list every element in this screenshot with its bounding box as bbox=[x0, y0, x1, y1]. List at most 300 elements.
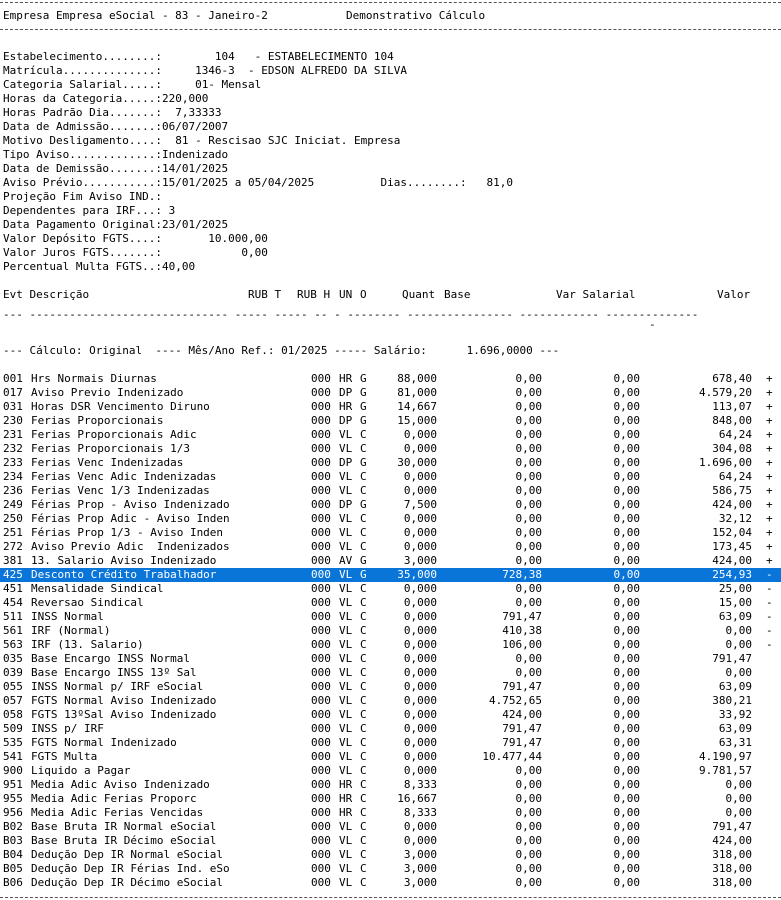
var-salarial: 0,00 bbox=[613, 568, 640, 581]
evt-code: 511 bbox=[3, 610, 23, 623]
var-salarial: 0,00 bbox=[613, 582, 640, 595]
event-description: Base Encargo INSS Normal bbox=[31, 652, 190, 665]
unit: HR bbox=[339, 372, 353, 385]
evt-code: 381 bbox=[3, 554, 23, 567]
event-description: Liquido a Pagar bbox=[31, 764, 131, 777]
table-row[interactable] bbox=[0, 456, 781, 470]
table-row[interactable] bbox=[0, 694, 781, 708]
row-value: 33,92 bbox=[718, 708, 752, 721]
origin: C bbox=[360, 834, 367, 847]
event-description: Media Adic Ferias Proporc bbox=[31, 792, 197, 805]
origin: C bbox=[360, 470, 367, 483]
event-description: Mensalidade Sindical bbox=[31, 582, 164, 595]
base-value: 0,00 bbox=[515, 582, 542, 595]
var-salarial: 0,00 bbox=[613, 484, 640, 497]
rub-code: 000 bbox=[311, 652, 331, 665]
info-value: 10.000,00 bbox=[161, 232, 268, 245]
table-row[interactable] bbox=[0, 540, 781, 554]
rub-code: 000 bbox=[311, 806, 331, 819]
column-header-rub-t: RUB T bbox=[248, 288, 282, 301]
row-value: 0,00 bbox=[725, 792, 752, 805]
base-value: 0,00 bbox=[515, 792, 542, 805]
base-value: 10.477,44 bbox=[482, 750, 542, 763]
column-header-un: UN bbox=[339, 288, 353, 301]
info-row bbox=[3, 120, 228, 134]
var-salarial: 0,00 bbox=[613, 652, 640, 665]
quantity: 0,000 bbox=[403, 512, 437, 525]
row-value: 0,00 bbox=[725, 666, 752, 679]
quantity: 0,000 bbox=[403, 680, 437, 693]
evt-code: 230 bbox=[3, 414, 23, 427]
column-header-o: O bbox=[360, 288, 367, 301]
quantity: 0,000 bbox=[403, 610, 437, 623]
table-row[interactable] bbox=[0, 526, 781, 540]
row-value: 113,07 bbox=[712, 400, 752, 413]
origin: C bbox=[360, 876, 367, 889]
info-row bbox=[3, 260, 195, 274]
header-rule bbox=[0, 29, 781, 30]
table-row[interactable] bbox=[0, 400, 781, 414]
unit: VL bbox=[339, 680, 353, 693]
var-salarial: 0,00 bbox=[613, 414, 640, 427]
base-value: 0,00 bbox=[515, 386, 542, 399]
quantity: 0,000 bbox=[403, 596, 437, 609]
row-value: 173,45 bbox=[712, 540, 752, 553]
rub-code: 000 bbox=[311, 820, 331, 833]
evt-code: 039 bbox=[3, 666, 23, 679]
table-row[interactable] bbox=[0, 792, 781, 806]
quantity: 0,000 bbox=[403, 722, 437, 735]
table-row[interactable] bbox=[0, 610, 781, 624]
base-value: 0,00 bbox=[515, 806, 542, 819]
table-row[interactable] bbox=[0, 442, 781, 456]
info-value: 14/01/2025 bbox=[161, 162, 229, 175]
event-description: Reversao Sindical bbox=[31, 596, 144, 609]
event-description: INSS p/ IRF bbox=[31, 722, 104, 735]
event-description: Media Adic Aviso Indenizado bbox=[31, 778, 210, 791]
quantity: 0,000 bbox=[403, 764, 437, 777]
row-value: 63,09 bbox=[718, 722, 752, 735]
row-value: 586,75 bbox=[712, 484, 752, 497]
unit: HR bbox=[339, 792, 353, 805]
event-description: IRF (13. Salario) bbox=[31, 638, 144, 651]
unit: VL bbox=[339, 666, 353, 679]
info-row bbox=[3, 246, 268, 260]
event-description: INSS Normal bbox=[31, 610, 104, 623]
var-salarial: 0,00 bbox=[613, 750, 640, 763]
rub-code: 000 bbox=[311, 778, 331, 791]
unit: HR bbox=[339, 400, 353, 413]
origin: C bbox=[360, 442, 367, 455]
origin: C bbox=[360, 512, 367, 525]
table-row[interactable] bbox=[0, 372, 781, 386]
event-description: FGTS Multa bbox=[31, 750, 98, 763]
info-value: 15/01/2025 a 05/04/2025 Dias........: 81,0 bbox=[161, 176, 513, 189]
base-value: 0,00 bbox=[515, 596, 542, 609]
bottom-rule bbox=[0, 897, 781, 898]
base-value: 0,00 bbox=[515, 778, 542, 791]
event-description: INSS Normal p/ IRF eSocial bbox=[31, 680, 204, 693]
unit: VL bbox=[339, 652, 353, 665]
rub-code: 000 bbox=[311, 582, 331, 595]
origin: C bbox=[360, 736, 367, 749]
origin: C bbox=[360, 428, 367, 441]
info-value: 23/01/2025 bbox=[161, 218, 229, 231]
column-header-base: Base bbox=[444, 288, 471, 301]
unit: VL bbox=[339, 834, 353, 847]
row-value: 15,00 bbox=[718, 596, 752, 609]
table-row[interactable] bbox=[0, 428, 781, 442]
base-value: 106,00 bbox=[502, 638, 542, 651]
info-row bbox=[3, 78, 261, 92]
base-value: 0,00 bbox=[515, 834, 542, 847]
base-value: 791,47 bbox=[502, 680, 542, 693]
evt-code: 425 bbox=[3, 568, 23, 581]
table-row[interactable] bbox=[0, 666, 781, 680]
rub-code: 000 bbox=[311, 848, 331, 861]
rub-code: 000 bbox=[311, 554, 331, 567]
event-description: FGTS 13ºSal Aviso Indenizado bbox=[31, 708, 217, 721]
info-value: 06/07/2007 bbox=[161, 120, 229, 133]
info-label: Categoria Salarial.....: bbox=[3, 78, 162, 91]
info-row bbox=[3, 176, 513, 190]
evt-code: 451 bbox=[3, 582, 23, 595]
var-salarial: 0,00 bbox=[613, 876, 640, 889]
info-label: Horas da Categoria.....: bbox=[3, 92, 162, 105]
evt-code: 236 bbox=[3, 484, 23, 497]
var-salarial: 0,00 bbox=[613, 526, 640, 539]
base-value: 0,00 bbox=[515, 848, 542, 861]
origin: C bbox=[360, 610, 367, 623]
rub-code: 000 bbox=[311, 442, 331, 455]
row-value: 0,00 bbox=[725, 806, 752, 819]
evt-code: 900 bbox=[3, 764, 23, 777]
origin: C bbox=[360, 596, 367, 609]
quantity: 0,000 bbox=[403, 624, 437, 637]
origin: G bbox=[360, 414, 367, 427]
origin: C bbox=[360, 792, 367, 805]
info-label: Data de Demissão.......: bbox=[3, 162, 162, 175]
column-header-rub-h: RUB H bbox=[297, 288, 331, 301]
rub-code: 000 bbox=[311, 512, 331, 525]
var-salarial: 0,00 bbox=[613, 428, 640, 441]
sign: + bbox=[766, 414, 773, 427]
event-description: Ferias Proporcionais bbox=[31, 414, 164, 427]
table-row[interactable] bbox=[0, 764, 781, 778]
var-salarial: 0,00 bbox=[613, 554, 640, 567]
info-value: 0,00 bbox=[161, 246, 268, 259]
base-value: 0,00 bbox=[515, 414, 542, 427]
table-row[interactable] bbox=[0, 484, 781, 498]
table-row[interactable] bbox=[0, 862, 781, 876]
table-row[interactable] bbox=[0, 652, 781, 666]
info-label: Data de Admissão.......: bbox=[3, 120, 162, 133]
rub-code: 000 bbox=[311, 428, 331, 441]
unit: DP bbox=[339, 456, 353, 469]
base-value: 0,00 bbox=[515, 484, 542, 497]
base-value: 0,00 bbox=[515, 764, 542, 777]
origin: C bbox=[360, 806, 367, 819]
rub-code: 000 bbox=[311, 750, 331, 763]
rub-code: 000 bbox=[311, 456, 331, 469]
origin: G bbox=[360, 400, 367, 413]
row-value: 32,12 bbox=[718, 512, 752, 525]
row-value: 318,00 bbox=[712, 848, 752, 861]
event-description: FGTS Normal Indenizado bbox=[31, 736, 177, 749]
table-row[interactable] bbox=[0, 554, 781, 568]
var-salarial: 0,00 bbox=[613, 680, 640, 693]
event-description: Ferias Proporcionais Adic bbox=[31, 428, 197, 441]
rub-code: 000 bbox=[311, 834, 331, 847]
quantity: 0,000 bbox=[403, 582, 437, 595]
sign: - bbox=[766, 638, 773, 651]
row-value: 25,00 bbox=[718, 582, 752, 595]
info-row bbox=[3, 204, 175, 218]
unit: HR bbox=[339, 806, 353, 819]
top-rule bbox=[0, 2, 781, 3]
table-row[interactable] bbox=[0, 820, 781, 834]
var-salarial: 0,00 bbox=[613, 624, 640, 637]
row-value: 63,09 bbox=[718, 610, 752, 623]
evt-code: B05 bbox=[3, 862, 23, 875]
sign: + bbox=[766, 386, 773, 399]
origin: G bbox=[360, 498, 367, 511]
base-value: 0,00 bbox=[515, 554, 542, 567]
base-value: 0,00 bbox=[515, 666, 542, 679]
table-row[interactable] bbox=[0, 624, 781, 638]
unit: HR bbox=[339, 778, 353, 791]
quantity: 8,333 bbox=[403, 778, 437, 791]
quantity: 3,000 bbox=[403, 862, 437, 875]
base-value: 0,00 bbox=[515, 540, 542, 553]
origin: C bbox=[360, 540, 367, 553]
table-row[interactable] bbox=[0, 736, 781, 750]
table-row[interactable] bbox=[0, 680, 781, 694]
table-row-selected[interactable] bbox=[0, 568, 781, 582]
row-value: 4.579,20 bbox=[699, 386, 752, 399]
base-value: 0,00 bbox=[515, 876, 542, 889]
row-value: 848,00 bbox=[712, 414, 752, 427]
column-header-var-salarial: Var Salarial bbox=[556, 288, 636, 301]
column-header-quant: Quant bbox=[402, 288, 436, 301]
base-value: 0,00 bbox=[515, 512, 542, 525]
rub-code: 000 bbox=[311, 736, 331, 749]
var-salarial: 0,00 bbox=[613, 792, 640, 805]
row-value: 318,00 bbox=[712, 862, 752, 875]
info-row bbox=[3, 162, 228, 176]
rub-code: 000 bbox=[311, 568, 331, 581]
event-description: Férias Prop 1/3 - Aviso Inden bbox=[31, 526, 224, 539]
info-value: 3 bbox=[161, 204, 176, 217]
info-label: Percentual Multa FGTS..: bbox=[3, 260, 162, 273]
origin: C bbox=[360, 820, 367, 833]
var-salarial: 0,00 bbox=[613, 736, 640, 749]
origin: C bbox=[360, 652, 367, 665]
base-value: 4.752,65 bbox=[489, 694, 542, 707]
base-value: 0,00 bbox=[515, 470, 542, 483]
info-label: Matrícula..............: bbox=[3, 64, 162, 77]
sign: - bbox=[766, 610, 773, 623]
rub-code: 000 bbox=[311, 666, 331, 679]
table-row[interactable] bbox=[0, 778, 781, 792]
rub-code: 000 bbox=[311, 876, 331, 889]
quantity: 0,000 bbox=[403, 470, 437, 483]
quantity: 0,000 bbox=[403, 708, 437, 721]
event-description: Ferias Venc 1/3 Indenizadas bbox=[31, 484, 210, 497]
table-row[interactable] bbox=[0, 806, 781, 820]
evt-code: 058 bbox=[3, 708, 23, 721]
origin: C bbox=[360, 848, 367, 861]
rub-code: 000 bbox=[311, 792, 331, 805]
rub-code: 000 bbox=[311, 638, 331, 651]
row-value: 63,09 bbox=[718, 680, 752, 693]
table-row[interactable] bbox=[0, 876, 781, 890]
info-label: Horas Padrão Dia.......: bbox=[3, 106, 162, 119]
unit: VL bbox=[339, 862, 353, 875]
info-value: 01- Mensal bbox=[161, 78, 262, 91]
evt-code: 541 bbox=[3, 750, 23, 763]
table-row[interactable] bbox=[0, 750, 781, 764]
table-row[interactable] bbox=[0, 414, 781, 428]
info-value: 40,00 bbox=[161, 260, 196, 273]
row-value: 791,47 bbox=[712, 820, 752, 833]
origin: C bbox=[360, 722, 367, 735]
column-separator: --- ------------------------------ ----- ----- -- - -------- ---------------- ------------ -------------- bbox=[3, 308, 699, 321]
unit: DP bbox=[339, 498, 353, 511]
base-value: 410,38 bbox=[502, 624, 542, 637]
event-description: Desconto Crédito Trabalhador bbox=[31, 568, 217, 581]
sign: - bbox=[766, 582, 773, 595]
quantity: 0,000 bbox=[403, 442, 437, 455]
event-description: Base Encargo INSS 13º Sal bbox=[31, 666, 197, 679]
table-row[interactable] bbox=[0, 596, 781, 610]
info-label: Tipo Aviso.............: bbox=[3, 148, 162, 161]
table-row[interactable] bbox=[0, 498, 781, 512]
unit: VL bbox=[339, 540, 353, 553]
evt-code: 955 bbox=[3, 792, 23, 805]
origin: C bbox=[360, 778, 367, 791]
info-label: Data Pagamento Original: bbox=[3, 218, 162, 231]
info-label: Valor Depósito FGTS....: bbox=[3, 232, 162, 245]
info-label: Motivo Desligamento....: bbox=[3, 134, 162, 147]
unit: VL bbox=[339, 582, 353, 595]
table-row[interactable] bbox=[0, 834, 781, 848]
event-description: Base Bruta IR Décimo eSocial bbox=[31, 834, 217, 847]
info-row bbox=[3, 190, 162, 204]
var-salarial: 0,00 bbox=[613, 848, 640, 861]
row-value: 1.696,00 bbox=[699, 456, 752, 469]
table-row[interactable] bbox=[0, 512, 781, 526]
header-company: Empresa Empresa eSocial - 83 - Janeiro-2 bbox=[3, 9, 268, 22]
base-value: 0,00 bbox=[515, 372, 542, 385]
table-row[interactable] bbox=[0, 582, 781, 596]
origin: C bbox=[360, 638, 367, 651]
quantity: 30,000 bbox=[397, 456, 437, 469]
unit: VL bbox=[339, 568, 353, 581]
origin: G bbox=[360, 372, 367, 385]
rub-code: 000 bbox=[311, 722, 331, 735]
evt-code: 232 bbox=[3, 442, 23, 455]
quantity: 0,000 bbox=[403, 526, 437, 539]
event-description: 13. Salario Aviso Indenizado bbox=[31, 554, 217, 567]
table-row[interactable] bbox=[0, 708, 781, 722]
var-salarial: 0,00 bbox=[613, 596, 640, 609]
unit: VL bbox=[339, 442, 353, 455]
base-value: 0,00 bbox=[515, 862, 542, 875]
row-value: 424,00 bbox=[712, 554, 752, 567]
row-value: 424,00 bbox=[712, 498, 752, 511]
rub-code: 000 bbox=[311, 610, 331, 623]
table-row[interactable] bbox=[0, 722, 781, 736]
sign: - bbox=[766, 596, 773, 609]
info-value: 7,33333 bbox=[161, 106, 222, 119]
rub-code: 000 bbox=[311, 764, 331, 777]
event-description: FGTS Normal Aviso Indenizado bbox=[31, 694, 217, 707]
row-value: 380,21 bbox=[712, 694, 752, 707]
info-value: 104 - ESTABELECIMENTO 104 bbox=[161, 50, 394, 63]
origin: G bbox=[360, 554, 367, 567]
evt-code: 231 bbox=[3, 428, 23, 441]
sign: + bbox=[766, 484, 773, 497]
base-value: 0,00 bbox=[515, 498, 542, 511]
quantity: 0,000 bbox=[403, 428, 437, 441]
info-row bbox=[3, 92, 208, 106]
rub-code: 000 bbox=[311, 540, 331, 553]
origin: C bbox=[360, 750, 367, 763]
evt-code: 031 bbox=[3, 400, 23, 413]
unit: VL bbox=[339, 624, 353, 637]
table-row[interactable] bbox=[0, 848, 781, 862]
unit: VL bbox=[339, 820, 353, 833]
event-description: Dedução Dep IR Décimo eSocial bbox=[31, 876, 224, 889]
unit: VL bbox=[339, 708, 353, 721]
sign: - bbox=[766, 624, 773, 637]
info-row bbox=[3, 232, 268, 246]
table-row[interactable] bbox=[0, 386, 781, 400]
var-salarial: 0,00 bbox=[613, 806, 640, 819]
base-value: 0,00 bbox=[515, 526, 542, 539]
evt-code: 561 bbox=[3, 624, 23, 637]
origin: C bbox=[360, 694, 367, 707]
var-salarial: 0,00 bbox=[613, 764, 640, 777]
info-row bbox=[3, 50, 394, 64]
quantity: 81,000 bbox=[397, 386, 437, 399]
quantity: 3,000 bbox=[403, 848, 437, 861]
var-salarial: 0,00 bbox=[613, 666, 640, 679]
table-row[interactable] bbox=[0, 470, 781, 484]
evt-code: 563 bbox=[3, 638, 23, 651]
rub-code: 000 bbox=[311, 414, 331, 427]
base-value: 791,47 bbox=[502, 610, 542, 623]
row-value: 791,47 bbox=[712, 652, 752, 665]
var-salarial: 0,00 bbox=[613, 456, 640, 469]
quantity: 3,000 bbox=[403, 876, 437, 889]
var-salarial: 0,00 bbox=[613, 470, 640, 483]
quantity: 8,333 bbox=[403, 806, 437, 819]
var-salarial: 0,00 bbox=[613, 708, 640, 721]
origin: G bbox=[360, 386, 367, 399]
sign: + bbox=[766, 456, 773, 469]
table-row[interactable] bbox=[0, 638, 781, 652]
var-salarial: 0,00 bbox=[613, 386, 640, 399]
rub-code: 000 bbox=[311, 470, 331, 483]
info-label: Estabelecimento........: bbox=[3, 50, 162, 63]
base-value: 0,00 bbox=[515, 652, 542, 665]
row-value: 0,00 bbox=[725, 638, 752, 651]
event-description: Horas DSR Vencimento Diruno bbox=[31, 400, 210, 413]
unit: VL bbox=[339, 596, 353, 609]
evt-code: 272 bbox=[3, 540, 23, 553]
